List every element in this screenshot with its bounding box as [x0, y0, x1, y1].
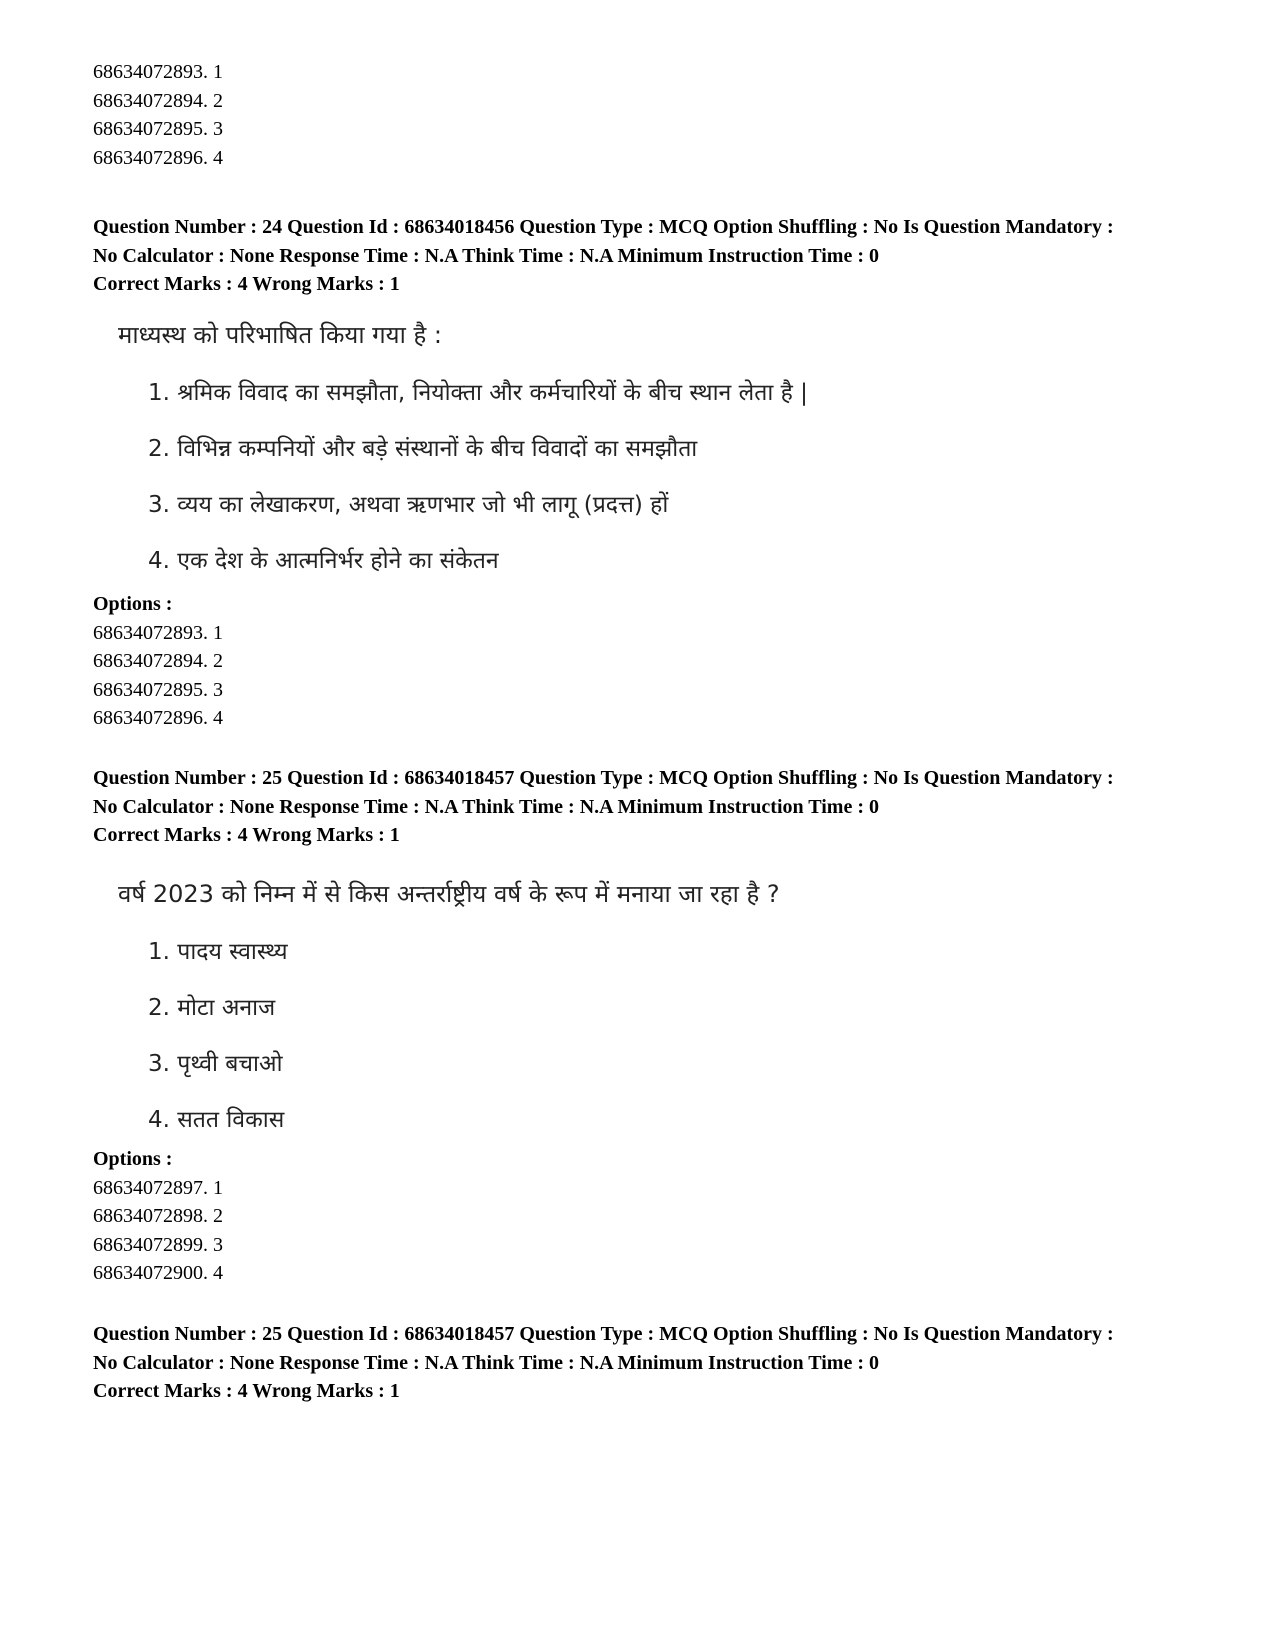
q24-options	[93, 590, 1203, 733]
option-item: 68634072898. 2	[93, 1205, 223, 1227]
question-choice: 3. व्यय का लेखाकरण, अथवा ऋणभार जो भी लागू (प्रदत्त) हों	[148, 492, 669, 518]
option-item: 68634072899. 3	[93, 1233, 223, 1256]
question-marks: Correct Marks : 4 Wrong Marks : 1	[93, 1380, 400, 1402]
question-meta-line2: No Calculator : None Response Time : N.A Think Time : N.A Minimum Instruction Time : 0	[93, 1351, 879, 1374]
options-label: Options :	[93, 593, 173, 615]
question-marks: Correct Marks : 4 Wrong Marks : 1	[93, 824, 400, 846]
option-item: 68634072894. 2	[93, 650, 223, 672]
question-meta-line1: Question Number : 25 Question Id : 68634018457 Question Type : MCQ Option Shuffling : No Is Question Mandatory :	[93, 1323, 1114, 1345]
top-options-list	[93, 58, 1203, 172]
option-item: 68634072895. 3	[93, 678, 223, 701]
question-meta-line2: No Calculator : None Response Time : N.A Think Time : N.A Minimum Instruction Time : 0	[93, 244, 879, 267]
question-text: वर्ष 2023 को निम्न में से किस अन्तर्राष्ट्रीय वर्ष के रूप में मनाया जा रहा है ?	[118, 880, 780, 908]
question-meta-line2: No Calculator : None Response Time : N.A Think Time : N.A Minimum Instruction Time : 0	[93, 795, 879, 818]
question-meta-line1: Question Number : 25 Question Id : 68634018457 Question Type : MCQ Option Shuffling : No Is Question Mandatory :	[93, 767, 1114, 789]
question-choice: 2. मोटा अनाज	[148, 995, 276, 1021]
options-label: Options :	[93, 1148, 173, 1170]
q24-question-image	[118, 318, 1018, 588]
q25-header	[93, 764, 1203, 850]
option-item: 68634072897. 1	[93, 1176, 223, 1199]
q25-question-image	[118, 877, 1018, 1147]
question-choice: 2. विभिन्न कम्पनियों और बड़े संस्थानों के बीच विवादों का समझौता	[148, 436, 698, 462]
option-item: 68634072893. 1	[93, 61, 223, 83]
option-item: 68634072893. 1	[93, 621, 223, 644]
question-choice: 4. एक देश के आत्मनिर्भर होने का संकेतन	[148, 548, 499, 574]
question-choice: 4. सतत विकास	[148, 1107, 285, 1133]
question-meta-line1: Question Number : 24 Question Id : 68634018456 Question Type : MCQ Option Shuffling : No Is Question Mandatory :	[93, 216, 1114, 238]
option-item: 68634072894. 2	[93, 89, 223, 112]
question-choice: 3. पृथ्वी बचाओ	[148, 1051, 283, 1077]
q24-header	[93, 213, 1203, 299]
q25-options	[93, 1145, 1203, 1288]
option-item: 68634072895. 3	[93, 118, 223, 140]
question-choice: 1. पादय स्वास्थ्य	[148, 939, 288, 965]
q25-repeat-header	[93, 1320, 1203, 1406]
question-choice: 1. श्रमिक विवाद का समझौता, नियोक्ता और कर्मचारियों के बीच स्थान लेता है |	[148, 380, 808, 406]
question-marks: Correct Marks : 4 Wrong Marks : 1	[93, 273, 400, 295]
option-item: 68634072896. 4	[93, 146, 223, 169]
option-item: 68634072896. 4	[93, 707, 223, 729]
option-item: 68634072900. 4	[93, 1262, 223, 1284]
question-text: माध्यस्थ को परिभाषित किया गया है :	[118, 321, 442, 349]
